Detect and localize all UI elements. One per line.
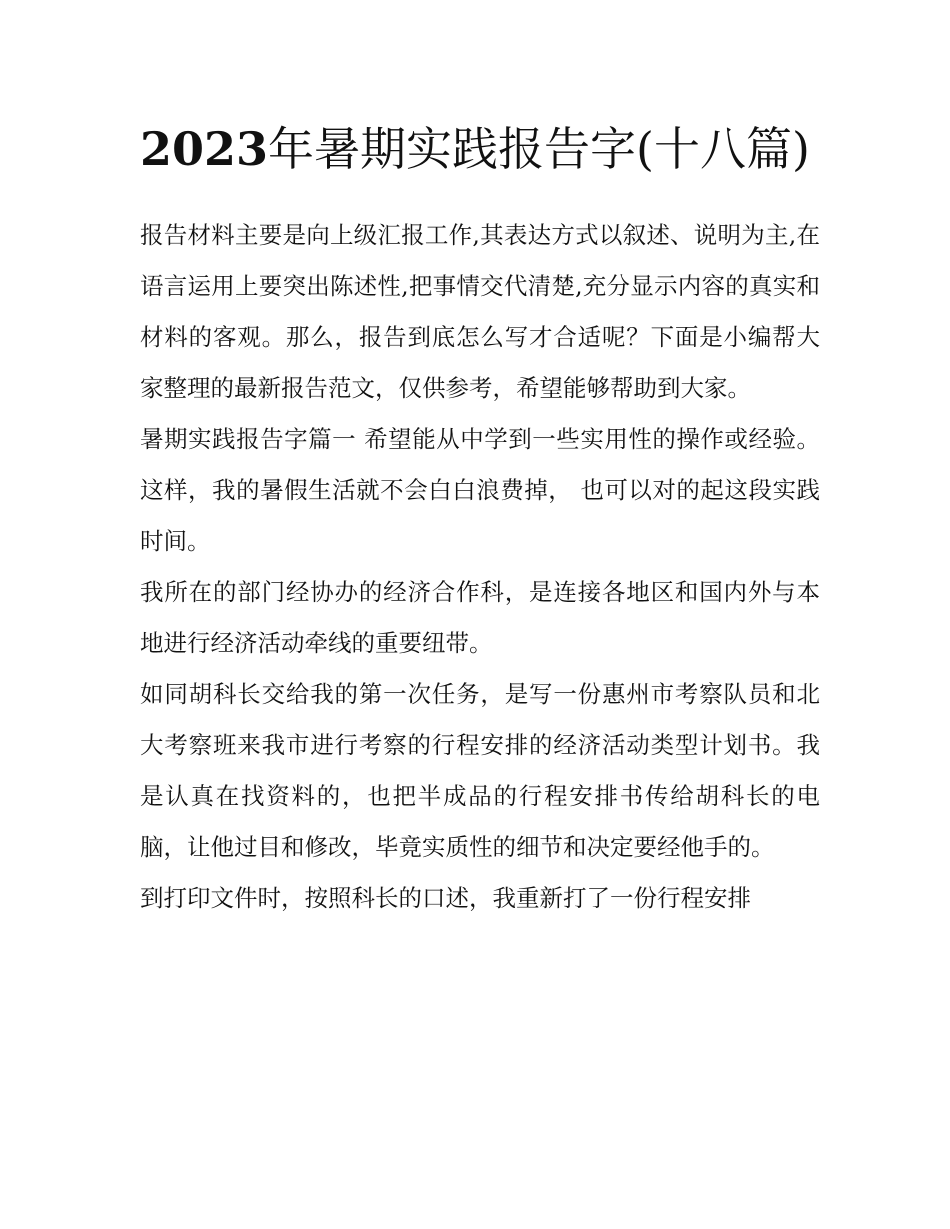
document-title-text: 年暑期实践报告字(十八篇) — [268, 122, 810, 176]
paragraph-4: 到打印文件时，按照科长的口述，我重新打了一份行程安排 — [140, 884, 751, 912]
paragraph-1: 暑期实践报告字篇一 希望能从中学到一些实用性的操作或经验。这样，我的暑假生活就不会白白浪费掉， 也可以对的起这段实践时间。 — [140, 425, 820, 555]
paragraph-2: 我所在的部门经协办的经济合作科，是连接各地区和国内外与本地进行经济活动牵线的重要纽带。 — [140, 578, 820, 657]
document-page — [140, 112, 820, 924]
document-title-year: 2023 — [140, 122, 269, 176]
paragraph-3: 如同胡科长交给我的第一次任务，是写一份惠州市考察队员和北大考察班来我市进行考察的行程安排的经济活动类型计划书。我是认真在找资料的，也把半成品的行程安排书传给胡科长的电脑，让他过目和修改，毕竟实质性的细节和决定要经他手的。 — [140, 680, 820, 861]
document-title — [140, 112, 820, 186]
paragraph-intro: 报告材料主要是向上级汇报工作,其表达方式以叙述、说明为主,在语言运用上要突出陈述性,把事情交代清楚,充分显示内容的真实和材料的客观。那么，报告到底怎么写才合适呢？下面是小编帮大家整理的最新报告范文，仅供参考，希望能够帮助到大家。 — [140, 221, 820, 402]
